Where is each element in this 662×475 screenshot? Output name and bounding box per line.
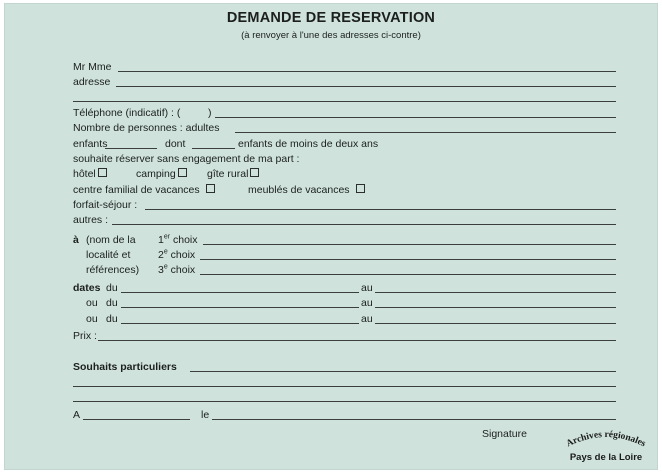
package-line[interactable] <box>145 209 616 210</box>
date-3-or-label: ou <box>86 313 98 325</box>
choice-3-word: choix <box>170 264 196 276</box>
dates-label: dates <box>73 282 101 294</box>
telephone-line[interactable] <box>215 117 616 118</box>
choice-2-label <box>158 249 195 261</box>
stamp-line-1: Archives régionales <box>564 429 648 450</box>
archives-stamp <box>556 418 656 470</box>
special-wishes-label: Souhaits particuliers <box>73 361 177 373</box>
centre-label: centre familial de vacances <box>73 184 200 196</box>
furnished-label: meublés de vacances <box>248 184 350 196</box>
date-2-du-label: du <box>106 297 118 309</box>
centre-option <box>73 184 215 196</box>
of-which-label: dont <box>165 138 186 150</box>
choice-2-word: choix <box>170 249 196 261</box>
gite-checkbox[interactable] <box>250 168 259 177</box>
choice-1-sup: er <box>163 233 171 241</box>
stamp-arc-text <box>565 430 647 450</box>
children-line[interactable] <box>105 148 157 149</box>
persons-label: Nombre de personnes : adultes <box>73 122 220 134</box>
wish-label: souhaite réserver sans engagement de ma part : <box>73 153 300 165</box>
address-line-2[interactable] <box>73 101 616 102</box>
under-two-label: enfants de moins de deux ans <box>238 138 379 150</box>
date-1-au-label: au <box>361 282 373 294</box>
location-hint-2: localité et <box>86 249 131 261</box>
address-label: adresse <box>73 76 111 88</box>
date-2-from-line[interactable] <box>121 307 359 308</box>
camping-label: camping <box>136 168 176 180</box>
adults-line[interactable] <box>235 132 616 133</box>
choice-3-label <box>158 264 195 276</box>
furnished-option <box>248 184 365 196</box>
form-subtitle: (à renvoyer à l'une des adresses ci-contre) <box>241 30 421 41</box>
date-2-or-label: ou <box>86 297 98 309</box>
location-hint-3: références) <box>86 264 140 276</box>
choice-2-line[interactable] <box>200 259 616 260</box>
camping-option <box>136 168 187 180</box>
special-wishes-line-3[interactable] <box>73 401 616 402</box>
location-a-label: à <box>73 234 79 246</box>
date-3-du-label: du <box>106 313 118 325</box>
choice-2-sup: e <box>163 248 168 256</box>
name-line[interactable] <box>118 71 616 72</box>
others-label: autres : <box>73 214 109 226</box>
date-2-au-label: au <box>361 297 373 309</box>
camping-checkbox[interactable] <box>178 168 187 177</box>
choice-1-num: 1 <box>158 234 164 246</box>
choice-3-line[interactable] <box>200 274 616 275</box>
date-1-du-label: du <box>106 282 118 294</box>
place-line[interactable] <box>83 419 190 420</box>
name-label: Mr Mme <box>73 61 112 73</box>
date-signed-label: le <box>201 409 210 421</box>
place-label: A <box>73 409 81 421</box>
choice-1-label <box>158 234 198 246</box>
centre-checkbox[interactable] <box>206 184 215 193</box>
date-1-to-line[interactable] <box>375 292 616 293</box>
choice-3-num: 3 <box>158 264 164 276</box>
choice-3-sup: e <box>163 263 168 271</box>
location-hint-1: (nom de la <box>86 234 136 246</box>
date-3-au-label: au <box>361 313 373 325</box>
under-two-line[interactable] <box>192 148 235 149</box>
form-title: DEMANDE DE RESERVATION <box>226 10 436 26</box>
date-3-from-line[interactable] <box>121 323 359 324</box>
date-3-to-line[interactable] <box>375 323 616 324</box>
hotel-option <box>73 168 107 180</box>
special-wishes-line-1[interactable] <box>190 371 616 372</box>
hotel-label: hôtel <box>73 168 96 180</box>
date-1-from-line[interactable] <box>121 292 359 293</box>
choice-1-line[interactable] <box>203 244 616 245</box>
gite-label: gîte rural <box>207 168 249 180</box>
choice-2-num: 2 <box>158 249 164 261</box>
telephone-label: Téléphone (indicatif) : ( <box>73 107 181 119</box>
address-line[interactable] <box>116 86 616 87</box>
furnished-checkbox[interactable] <box>356 184 365 193</box>
price-label: Prix : <box>73 330 97 342</box>
stamp-line-2: Pays de la Loire <box>569 452 643 463</box>
others-line[interactable] <box>112 224 616 225</box>
choice-1-word: choix <box>173 234 198 246</box>
telephone-close-paren: ) <box>208 107 212 119</box>
price-line[interactable] <box>98 340 616 341</box>
date-2-to-line[interactable] <box>375 307 616 308</box>
hotel-checkbox[interactable] <box>98 168 107 177</box>
special-wishes-line-2[interactable] <box>73 386 616 387</box>
children-label: enfants <box>73 138 108 150</box>
signature-label: Signature <box>482 428 527 440</box>
package-label: forfait-séjour : <box>73 199 138 211</box>
gite-option <box>207 168 259 180</box>
